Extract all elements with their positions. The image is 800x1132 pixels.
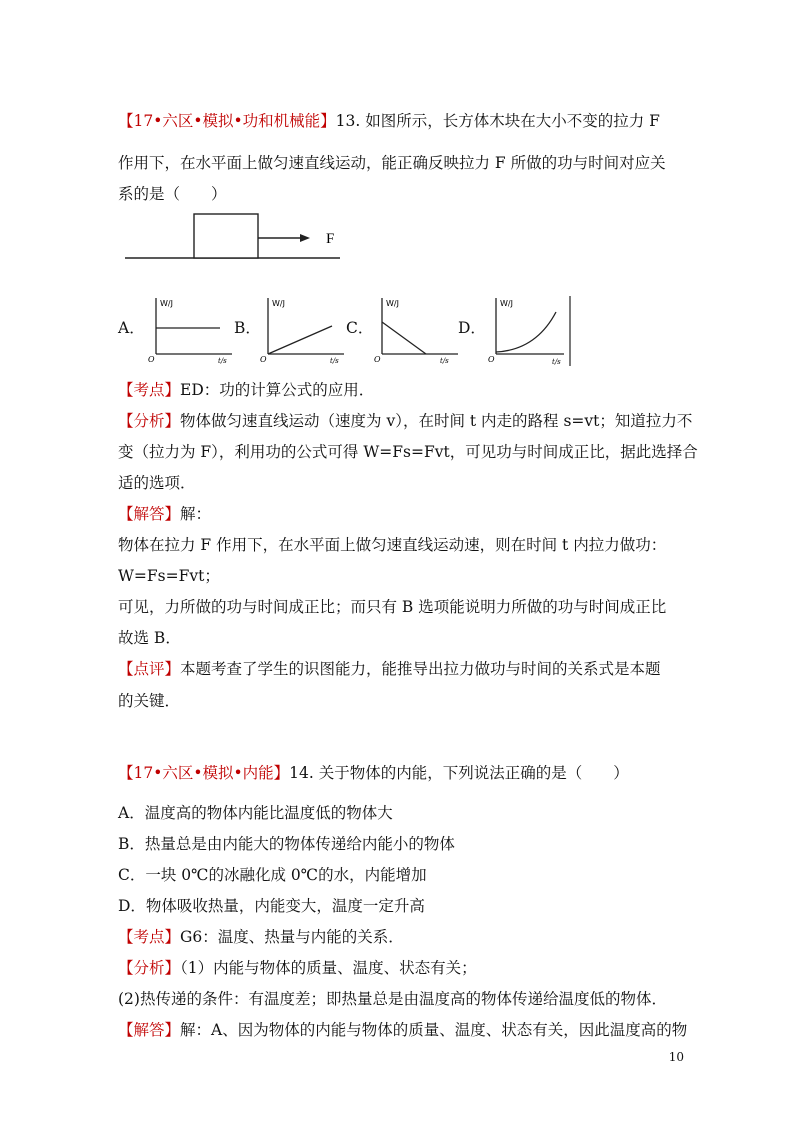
origin-label: O	[148, 355, 155, 364]
q13-fenxi-line-2: 变（拉力为 F），利用功的公式可得 W=Fs=Fvt，可见功与时间成正比，据此选择合	[118, 443, 698, 461]
q13-jieda-line-2: W=Fs=Fvt；	[118, 567, 220, 585]
graph-d-curve	[496, 312, 556, 352]
q13-options	[118, 294, 588, 366]
option-a-label: A．	[118, 319, 145, 337]
wooden-block	[194, 214, 258, 258]
origin-label: O	[374, 355, 381, 364]
y-axis-label: W/J	[160, 299, 173, 308]
q13-jieda-line-4: 故选 B．	[118, 629, 181, 647]
option-d-label: D．	[458, 319, 486, 337]
q13-dianping-line-2: 的关键．	[118, 692, 181, 710]
graph-c	[370, 294, 462, 366]
q13-jieda-line-3: 可见，力所做的功与时间成正比；而只有 B 选项能说明力所做的功与时间成正比	[118, 598, 667, 616]
q13-stem-line-2: 作用下，在水平面上做匀速直线运动，能正确反映拉力 F 所做的功与时间对应关	[118, 154, 666, 172]
q14-option-d: D．物体吸收热量，内能变大，温度一定升高	[118, 897, 425, 915]
kaodian-tag: 【考点】	[118, 381, 181, 399]
page-number: 10	[668, 1050, 684, 1064]
dianping-tag: 【点评】	[118, 660, 181, 678]
y-axis-label: W/J	[386, 299, 399, 308]
option-b-label: B．	[234, 319, 261, 337]
q13-dianping-line-1: 【点评】本题考查了学生的识图能力，能推导出拉力做功与时间的关系式是本题	[118, 660, 661, 678]
y-axis-label: W/J	[500, 299, 513, 308]
q14-option-a: A．温度高的物体内能比温度低的物体大	[118, 804, 393, 822]
graph-b	[256, 294, 348, 366]
q13-jieda-line-1: 物体在拉力 F 作用下，在水平面上做匀速直线运动速，则在时间 t 内拉力做功：	[118, 536, 667, 554]
option-c-label: C．	[346, 319, 374, 337]
jieda-tag: 【解答】	[118, 505, 181, 523]
q13-stem-line-3: 系的是（ ）	[118, 185, 227, 203]
q13-jieda: 【解答】解：	[118, 505, 212, 523]
force-arrow-head	[300, 234, 310, 242]
q14-stem: 【17•六区•模拟•内能】14. 关于物体的内能，下列说法正确的是（ ）	[118, 764, 629, 782]
q14-fenxi-line-2: (2)热传递的条件：有温度差；即热量总是由温度高的物体传递给温度低的物体．	[118, 990, 667, 1008]
q13-kaodian: 【考点】ED：功的计算公式的应用．	[118, 381, 375, 399]
q13-fenxi-line-3: 适的选项．	[118, 474, 196, 492]
jieda-tag: 【解答】	[118, 1021, 181, 1039]
x-axis-label: t/s	[440, 357, 449, 365]
graph-b-line	[268, 326, 332, 354]
origin-label: O	[488, 355, 495, 364]
origin-label: O	[260, 355, 267, 364]
block-force-diagram	[118, 208, 348, 264]
fenxi-tag: 【分析】	[118, 959, 181, 977]
q13-stem-line-1: 【17•六区•模拟•功和机械能】13. 如图所示，长方体木块在大小不变的拉力 F	[118, 112, 660, 130]
y-axis-label: W/J	[272, 299, 285, 308]
q14-jieda-line-1: 【解答】解：A、因为物体的内能与物体的质量、温度、状态有关，因此温度高的物	[118, 1021, 688, 1039]
q13-source-tag: 【17•六区•模拟•功和机械能】	[118, 112, 336, 130]
x-axis-label: t/s	[218, 357, 227, 365]
x-axis-label: t/s	[330, 357, 339, 365]
q14-kaodian: 【考点】G6：温度、热量与内能的关系．	[118, 928, 404, 946]
q14-option-c: C．一块 0℃的冰融化成 0℃的水，内能增加	[118, 866, 427, 884]
q14-source-tag: 【17•六区•模拟•内能】	[118, 764, 290, 782]
q14-fenxi-line-1: 【分析】（1）内能与物体的质量、温度、状态有关；	[118, 959, 477, 977]
q14-option-b: B．热量总是由内能大的物体传递给内能小的物体	[118, 835, 455, 853]
graph-a	[144, 294, 236, 366]
q13-fenxi-line-1: 【分析】物体做匀速直线运动（速度为 v），在时间 t 内走的路程 s=vt；知道拉力不	[118, 412, 693, 430]
x-axis-label: t/s	[552, 358, 561, 366]
graph-d	[484, 294, 576, 366]
kaodian-tag: 【考点】	[118, 928, 181, 946]
force-label: F	[326, 231, 335, 247]
graph-c-line	[382, 322, 426, 354]
fenxi-tag: 【分析】	[118, 412, 181, 430]
